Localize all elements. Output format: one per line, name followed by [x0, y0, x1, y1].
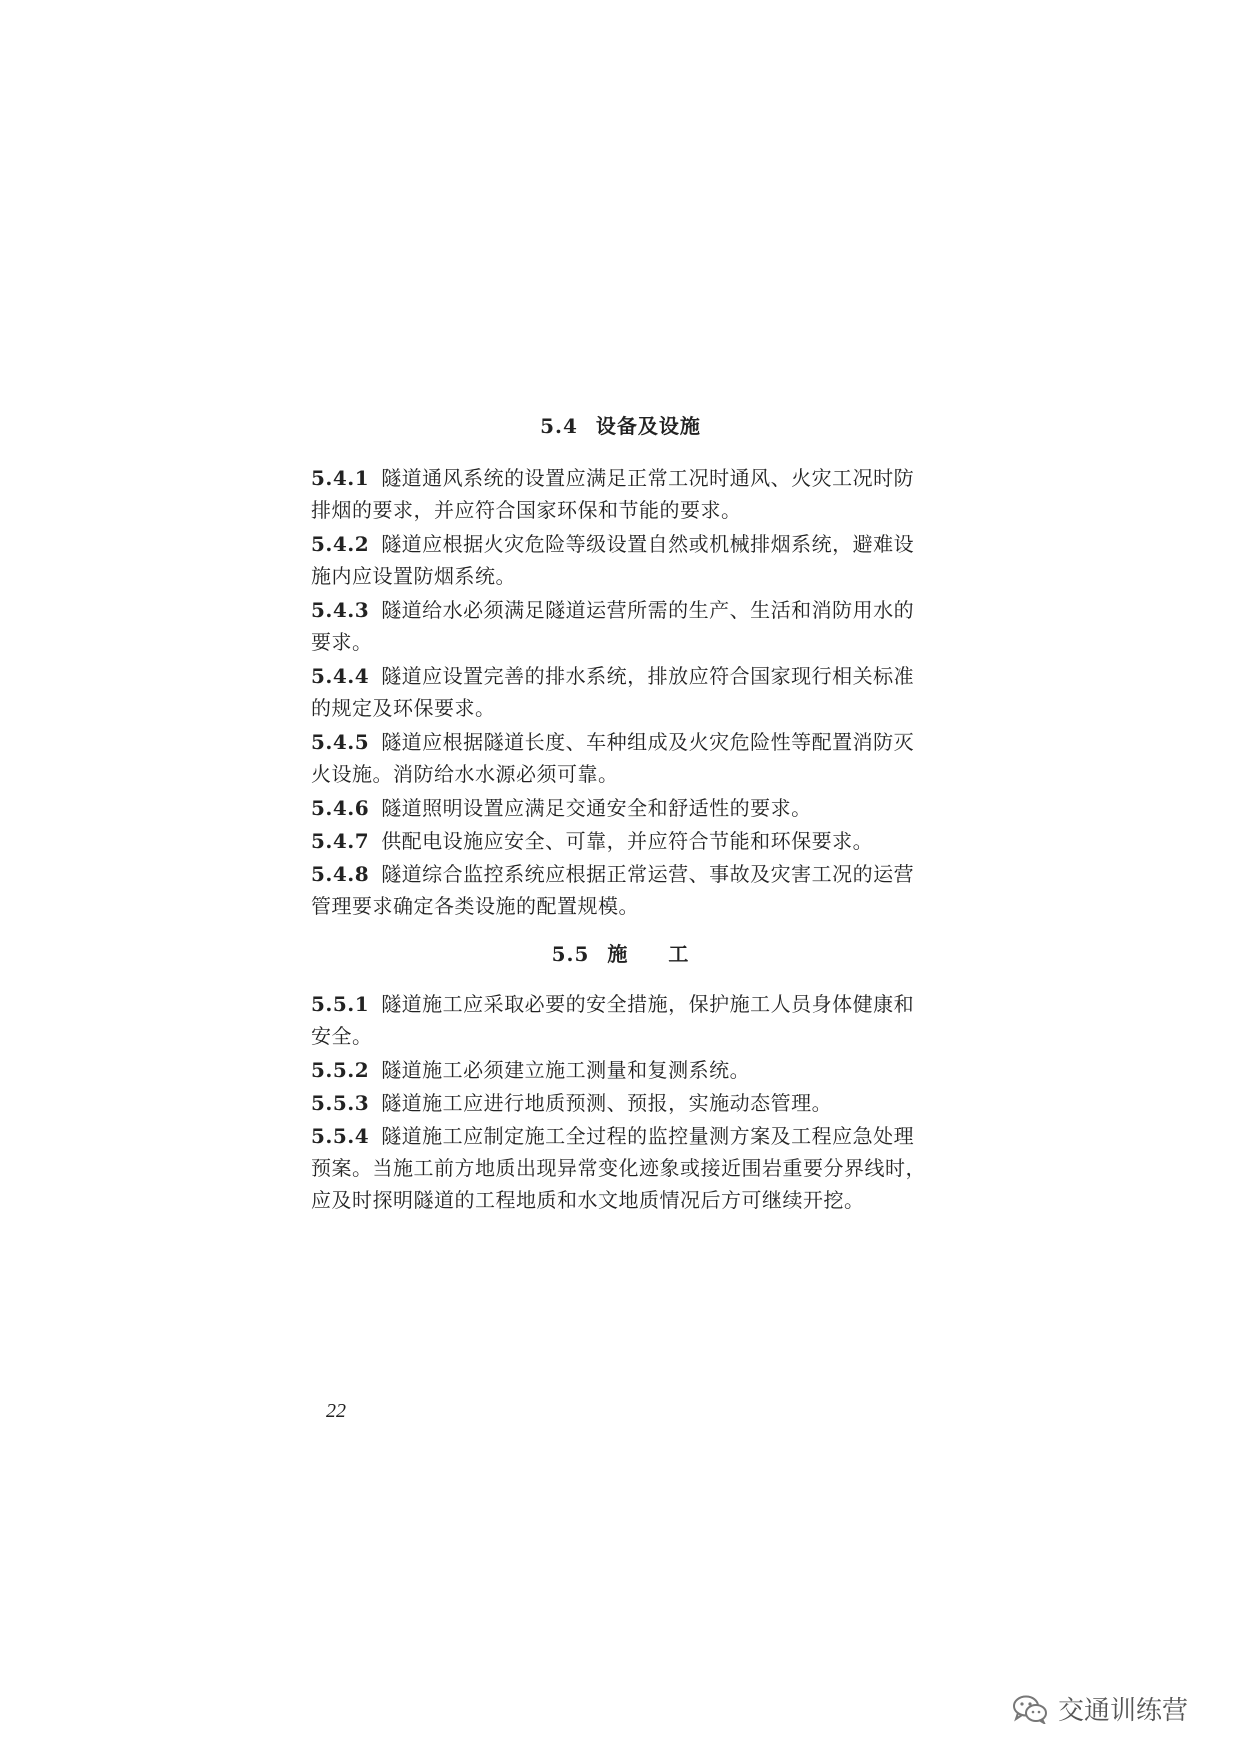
clause-number: 5.4.6 — [311, 796, 370, 820]
section-heading-5-5 — [0, 938, 1241, 967]
clause-text: 隧道通风系统的设置应满足正常工况时通风、火灾工况时防排烟的要求，并应符合国家环保和节能的要求。 — [311, 466, 915, 522]
clause-5-5-3 — [311, 1087, 933, 1119]
clause-number: 5.4.4 — [311, 664, 370, 688]
clause-text: 隧道给水必须满足隧道运营所需的生产、生活和消防用水的要求。 — [311, 598, 915, 654]
clause-number: 5.4.7 — [311, 829, 370, 853]
clause-number: 5.4.3 — [311, 598, 370, 622]
section-title-part1: 施 — [607, 942, 629, 966]
clause-number: 5.5.4 — [311, 1124, 370, 1148]
section-title: 设备及设施 — [595, 414, 701, 438]
clause-text: 隧道应设置完善的排水系统，排放应符合国家现行相关标准的规定及环保要求。 — [311, 664, 915, 720]
clause-5-5-4 — [311, 1120, 933, 1216]
page-number: 22 — [326, 1400, 346, 1422]
clause-number: 5.4.8 — [311, 862, 370, 886]
section-number: 5.5 — [551, 942, 590, 966]
section-number: 5.4 — [540, 414, 578, 438]
clause-5-4-7 — [311, 825, 933, 857]
clause-number: 5.5.1 — [311, 992, 370, 1016]
clause-5-5-1 — [311, 988, 933, 1052]
clause-text: 隧道施工应采取必要的安全措施，保护施工人员身体健康和安全。 — [311, 992, 915, 1048]
clause-5-4-6 — [311, 792, 933, 824]
clause-text: 隧道应根据隧道长度、车种组成及火灾危险性等配置消防灭火设施。消防给水水源必须可靠。 — [311, 730, 915, 786]
clause-text: 隧道应根据火灾危险等级设置自然或机械排烟系统，避难设施内应设置防烟系统。 — [311, 532, 915, 588]
clause-5-4-5 — [311, 726, 933, 790]
clause-5-4-8 — [311, 858, 933, 922]
clause-5-4-3 — [311, 594, 933, 658]
section-title-part2: 工 — [668, 942, 690, 966]
section-heading-5-4 — [0, 410, 1241, 439]
wechat-icon — [1012, 1694, 1048, 1724]
watermark — [1012, 1690, 1188, 1727]
clause-number: 5.4.2 — [311, 532, 370, 556]
clause-5-4-1 — [311, 462, 933, 526]
clause-5-5-2 — [311, 1054, 933, 1086]
clause-number: 5.5.3 — [311, 1091, 370, 1115]
clause-number: 5.5.2 — [311, 1058, 370, 1082]
clause-number: 5.4.1 — [311, 466, 370, 490]
clause-text: 隧道施工必须建立施工测量和复测系统。 — [381, 1058, 751, 1082]
clause-number: 5.4.5 — [311, 730, 370, 754]
clause-text: 隧道综合监控系统应根据正常运营、事故及灾害工况的运营管理要求确定各类设施的配置规模。 — [311, 862, 915, 918]
clause-text: 隧道照明设置应满足交通安全和舒适性的要求。 — [381, 796, 812, 820]
clause-text: 隧道施工应制定施工全过程的监控量测方案及工程应急处理预案。当施工前方地质出现异常变化迹象或接近围岩重要分界线时，应及时探明隧道的工程地质和水文地质情况后方可继续开挖。 — [311, 1124, 926, 1212]
clause-5-4-2 — [311, 528, 933, 592]
clause-text: 隧道施工应进行地质预测、预报，实施动态管理。 — [381, 1091, 833, 1115]
watermark-text: 交通训练营 — [1058, 1696, 1189, 1726]
clause-5-4-4 — [311, 660, 933, 724]
clause-text: 供配电设施应安全、可靠，并应符合节能和环保要求。 — [381, 829, 874, 853]
